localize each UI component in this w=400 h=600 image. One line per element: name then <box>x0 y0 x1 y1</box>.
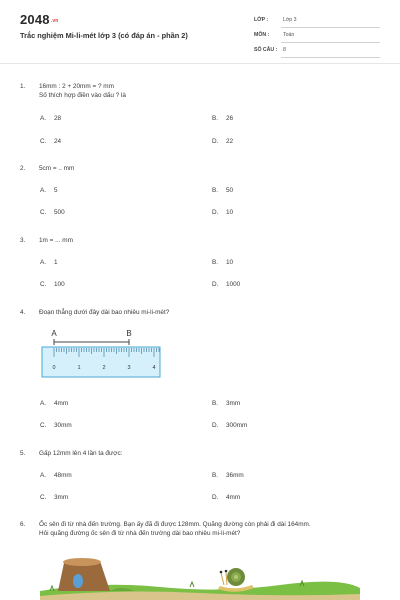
point-a-label: A <box>51 329 57 338</box>
ruler-label: 3 <box>127 365 131 371</box>
meta-class: LỚP : Lớp 3 <box>254 14 380 28</box>
site-logo[interactable]: 2048.vn <box>20 12 59 27</box>
worksheet-page: 2048.vn Trắc nghiệm Mi-li-mét lớp 3 (có đáp án - phần 2) LỚP : Lớp 3 MÔN : Toán SỐ CÂU : 8 1. 16mm : 2 + 20mm = ? mm Số thích hợp điền vào dấu ? là A. 28 B. 26 C. 24 D. 22 2. 5cm = .. mm A. 5 B. 50 C. 500 D. 10 3. 1m = ... mm A. 1 B. 10 C. 100 D. 1000 4. Đoạn thẳng dưới đây dài bao nhiêu mi-li-mét? A B 0 1 2 3 4 A. 4mm B. 3mm C. 30mm D. 300mm 5. Gấp 12mm lên 4 lần ta được: A. 48mm B. 36mm C. 3mm D. 4mm 6. Ốc sên đi từ nhà đến trường. Bạn ấy đã đi được 128mm. Quãng đường còn phải đi dài 164mm. Hỏi quãng đường ốc sên đi từ nhà đến trường dài bao nhiêu mi-li-mét? <box>0 0 400 600</box>
ruler-label: 0 <box>52 365 56 371</box>
snail-icon <box>218 568 254 592</box>
meta-question-count: SỐ CÂU : 8 <box>254 44 380 58</box>
meta-subject: MÔN : Toán <box>254 29 380 43</box>
point-b-label: B <box>126 329 132 338</box>
ruler-figure <box>40 328 170 380</box>
snail-illustration <box>40 555 360 600</box>
ruler-label: 4 <box>152 365 156 371</box>
worksheet-header <box>0 0 400 64</box>
ruler-svg <box>40 328 170 380</box>
ruler-tape <box>42 347 160 377</box>
ruler-label: 2 <box>102 365 106 371</box>
page-title: Trắc nghiệm Mi-li-mét lớp 3 (có đáp án - phần 2) <box>20 31 188 40</box>
ruler-label: 1 <box>77 365 81 371</box>
